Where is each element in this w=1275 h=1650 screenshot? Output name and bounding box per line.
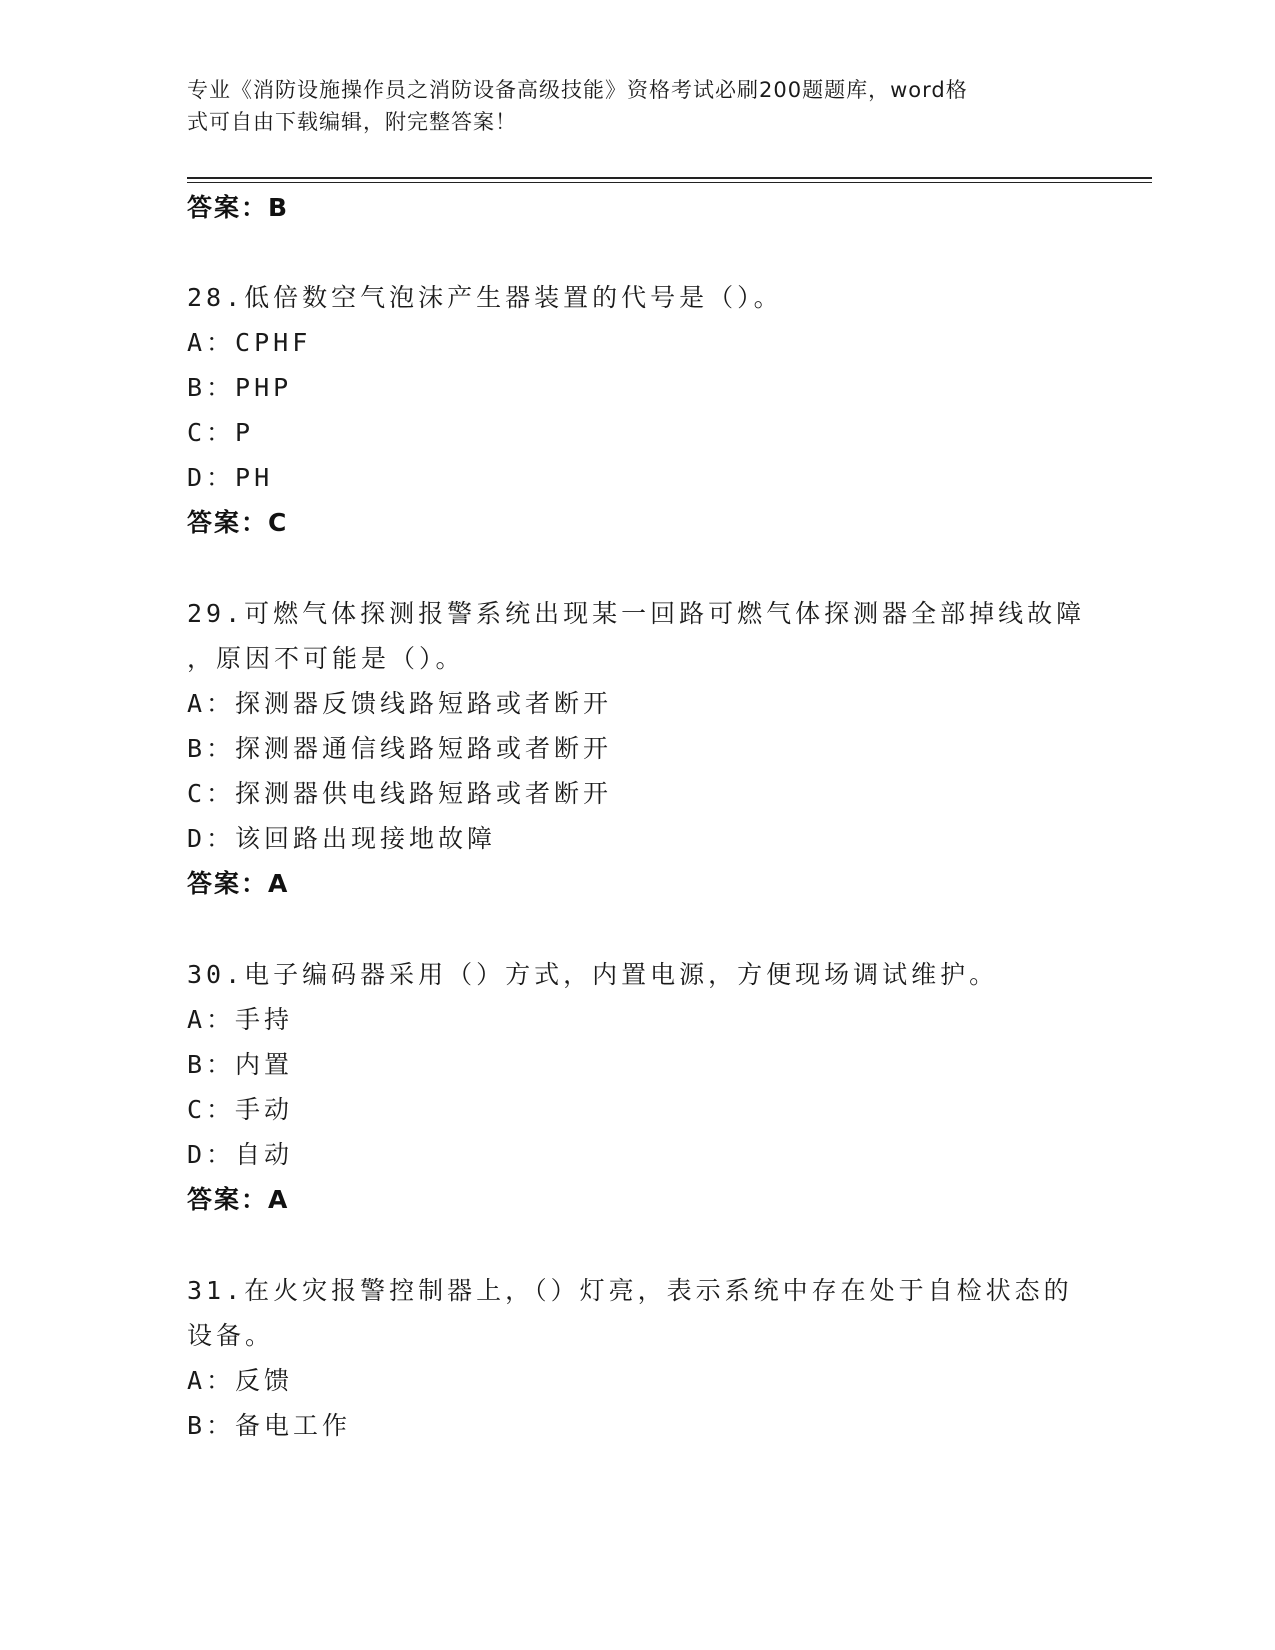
question-31-text-line-1: 31.在火灾报警控制器上，（）灯亮，表示系统中存在处于自检状态的 xyxy=(187,1276,1073,1305)
question-30-option-b: B：内置 xyxy=(187,1050,294,1079)
question-30-option-a: A：手持 xyxy=(187,1005,294,1034)
question-31-text-line-2: 设备。 xyxy=(187,1321,275,1350)
question-31-option-b: B：备电工作 xyxy=(187,1411,352,1440)
question-28-option-a: A：CPHF xyxy=(187,328,312,357)
question-29-option-c: C：探测器供电线路短路或者断开 xyxy=(187,779,613,808)
question-29-text-line-1: 29.可燃气体探测报警系统出现某一回路可燃气体探测器全部掉线故障 xyxy=(187,599,1086,628)
question-28-option-c: C：P xyxy=(187,418,255,447)
page-header xyxy=(187,74,1067,138)
question-28-text: 28.低倍数空气泡沫产生器装置的代号是（）。 xyxy=(187,283,783,312)
answer-30: 答案：A xyxy=(187,1185,290,1214)
question-30-option-d: D：自动 xyxy=(187,1140,294,1169)
answer-28: 答案：C xyxy=(187,508,289,537)
header-rule-thin xyxy=(187,182,1152,183)
question-29-option-a: A：探测器反馈线路短路或者断开 xyxy=(187,689,613,718)
question-30-option-c: C：手动 xyxy=(187,1095,294,1124)
header-rule-thick xyxy=(187,177,1152,179)
header-line-2: 式可自由下载编辑，附完整答案！ xyxy=(187,110,517,134)
question-29-text-line-2: ，原因不可能是（）。 xyxy=(187,644,465,673)
answer-29: 答案：A xyxy=(187,869,290,898)
header-line-1: 专业《消防设施操作员之消防设备高级技能》资格考试必刷200题题库，word格 xyxy=(187,78,968,102)
question-28-option-d: D：PH xyxy=(187,463,274,492)
question-28-option-b: B：PHP xyxy=(187,373,293,402)
answer-27: 答案：B xyxy=(187,193,290,222)
question-29-option-d: D：该回路出现接地故障 xyxy=(187,824,497,853)
question-31-option-a: A：反馈 xyxy=(187,1366,294,1395)
question-29-option-b: B：探测器通信线路短路或者断开 xyxy=(187,734,613,763)
question-30-text: 30.电子编码器采用（）方式，内置电源，方便现场调试维护。 xyxy=(187,960,999,989)
